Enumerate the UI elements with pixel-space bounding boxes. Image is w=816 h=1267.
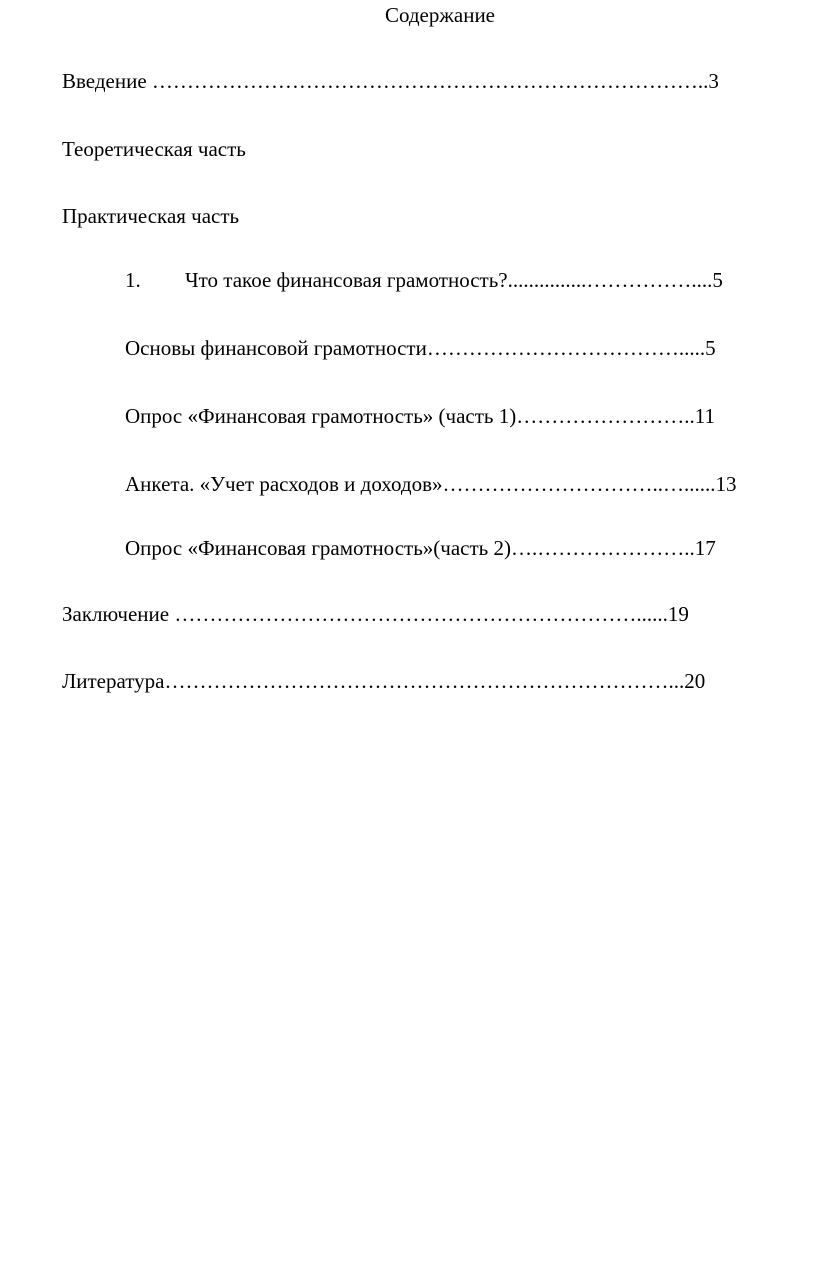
toc-entry-what-is-financial-literacy [125,267,723,293]
toc-entry-conclusion: Заключение …………………………………………………………......19 [62,602,689,626]
toc-entry-survey-part-2: Опрос «Финансовая грамотность»(часть 2)….…………………..17 [125,536,716,560]
toc-entry-label: Что такое финансовая грамотность?...............……………....5 [185,268,723,292]
toc-entry-literature: Литература………………………………………………………………...20 [62,669,706,693]
toc-entry-theoretical-part: Теоретическая часть [62,137,246,161]
toc-entry-number: 1. [125,268,141,292]
toc-entry-survey-part-1: Опрос «Финансовая грамотность» (часть 1)……………………..11 [125,404,715,428]
toc-entry-basics: Основы финансовой грамотности……………………………….....5 [125,336,716,360]
toc-entry-practical-part: Практическая часть [62,204,240,228]
toc-entry-questionnaire: Анкета. «Учет расходов и доходов»…………………………..…......13 [125,472,737,496]
toc-entry-introduction: Введение ……………………………………………………………………..3 [62,69,719,93]
page-title: Содержание [384,3,496,27]
